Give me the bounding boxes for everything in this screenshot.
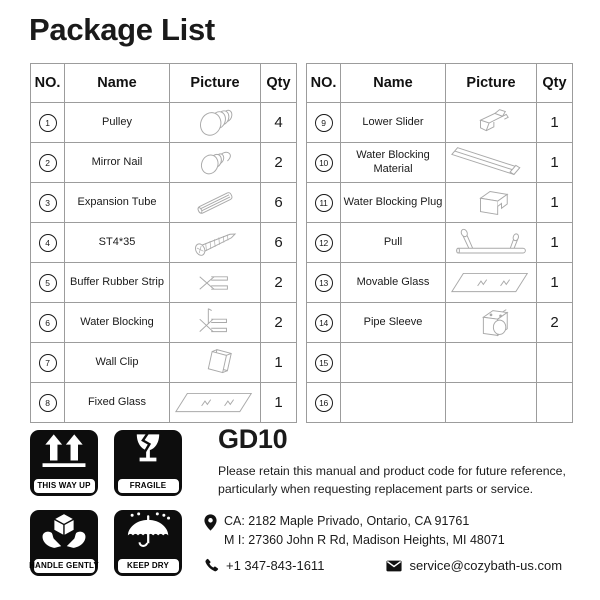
product-code: GD10 — [218, 424, 288, 454]
this-way-up-icon — [36, 432, 92, 474]
row-qty: 1 — [537, 143, 573, 183]
table-row — [31, 223, 297, 263]
row-number: 6 — [31, 303, 65, 343]
shipping-badge-keep-dry — [114, 510, 182, 576]
column-header: NO. — [307, 64, 341, 103]
address-ca: CA: 2182 Maple Privado, Ontario, CA 91761 — [224, 514, 470, 528]
phone-item — [204, 558, 324, 573]
row-qty: 6 — [261, 223, 297, 263]
row-number: 9 — [307, 103, 341, 143]
table-row — [31, 383, 297, 423]
table-row — [307, 343, 573, 383]
row-qty: 1 — [537, 183, 573, 223]
row-qty: 1 — [537, 223, 573, 263]
row-qty: 2 — [537, 303, 573, 343]
table-header-row — [31, 64, 297, 103]
row-name: Water Blocking Material — [341, 143, 446, 183]
phone-icon — [204, 558, 219, 573]
column-header: Name — [65, 64, 170, 103]
row-qty: 2 — [261, 143, 297, 183]
row-name: ST4*35 — [65, 223, 170, 263]
mirror-nail-icon — [170, 143, 261, 183]
keep-dry-icon — [120, 512, 176, 554]
row-name — [341, 383, 446, 423]
movable-glass-icon — [446, 263, 537, 303]
email-item — [386, 558, 562, 573]
row-name: Mirror Nail — [65, 143, 170, 183]
table-row — [31, 143, 297, 183]
table-row — [31, 343, 297, 383]
pipe-sleeve-icon — [446, 303, 537, 343]
table-row — [307, 143, 573, 183]
table-row — [31, 303, 297, 343]
email-icon — [386, 560, 402, 572]
row-number: 2 — [31, 143, 65, 183]
address-block — [204, 512, 505, 551]
row-qty: 1 — [261, 383, 297, 423]
table-header-row — [307, 64, 573, 103]
address-mi: M I: 27360 John R Rd, Madison Heights, MI 48071 — [224, 533, 505, 548]
row-name: Water Blocking — [65, 303, 170, 343]
row-qty: 1 — [261, 343, 297, 383]
row-number: 12 — [307, 223, 341, 263]
badge-label: HANDLE GENTLY — [33, 558, 96, 574]
wall-clip-icon — [170, 343, 261, 383]
row-qty: 1 — [537, 263, 573, 303]
page-title: Package List — [29, 12, 215, 47]
contact-row — [204, 558, 594, 573]
table-row — [31, 263, 297, 303]
row-number: 1 — [31, 103, 65, 143]
row-number: 13 — [307, 263, 341, 303]
row-qty: 6 — [261, 183, 297, 223]
screw-icon — [170, 223, 261, 263]
email-address: service@cozybath-us.com — [409, 558, 563, 573]
column-header: Qty — [261, 64, 297, 103]
row-name: Lower Slider — [341, 103, 446, 143]
row-qty: 1 — [537, 103, 573, 143]
badge-label: FRAGILE — [117, 478, 180, 494]
empty-picture — [446, 383, 537, 423]
row-number: 8 — [31, 383, 65, 423]
water-blocking-material-icon — [446, 143, 537, 183]
shipping-badge-handle-gently — [30, 510, 98, 576]
column-header: Qty — [537, 64, 573, 103]
phone-number: +1 347-843-1611 — [226, 558, 325, 573]
row-number: 16 — [307, 383, 341, 423]
retain-manual-note: Please retain this manual and product code for future reference, particularly when requesting replacement parts or service. — [218, 464, 566, 497]
table-row — [307, 183, 573, 223]
row-name — [341, 343, 446, 383]
table-row — [307, 223, 573, 263]
row-number: 10 — [307, 143, 341, 183]
buffer-rubber-strip-icon — [170, 263, 261, 303]
row-name: Pull — [341, 223, 446, 263]
package-table-right — [306, 63, 573, 423]
location-pin-icon — [204, 514, 217, 551]
pull-handle-icon — [446, 223, 537, 263]
expansion-tube-icon — [170, 183, 261, 223]
badge-label: THIS WAY UP — [33, 478, 96, 494]
shipping-badges — [30, 430, 182, 576]
shipping-badge-this-way-up — [30, 430, 98, 496]
column-header: Picture — [170, 64, 261, 103]
row-qty — [537, 383, 573, 423]
table-row — [307, 103, 573, 143]
column-header: Picture — [446, 64, 537, 103]
row-number: 4 — [31, 223, 65, 263]
row-name: Fixed Glass — [65, 383, 170, 423]
row-qty — [537, 343, 573, 383]
row-name: Pipe Sleeve — [341, 303, 446, 343]
row-qty: 2 — [261, 263, 297, 303]
row-name: Wall Clip — [65, 343, 170, 383]
empty-picture — [446, 343, 537, 383]
row-number: 7 — [31, 343, 65, 383]
table-row — [307, 383, 573, 423]
row-name: Buffer Rubber Strip — [65, 263, 170, 303]
badge-label: KEEP DRY — [117, 558, 180, 574]
handle-gently-icon — [36, 512, 92, 554]
row-qty: 2 — [261, 303, 297, 343]
fixed-glass-icon — [170, 383, 261, 423]
lower-slider-icon — [446, 103, 537, 143]
row-number: 15 — [307, 343, 341, 383]
water-blocking-strip-icon — [170, 303, 261, 343]
package-tables — [30, 63, 573, 423]
column-header: Name — [341, 64, 446, 103]
row-number: 14 — [307, 303, 341, 343]
row-name: Expansion Tube — [65, 183, 170, 223]
row-number: 5 — [31, 263, 65, 303]
table-row — [307, 303, 573, 343]
row-name: Water Blocking Plug — [341, 183, 446, 223]
package-table-left — [30, 63, 297, 423]
row-number: 3 — [31, 183, 65, 223]
table-row — [31, 103, 297, 143]
table-row — [307, 263, 573, 303]
row-name: Movable Glass — [341, 263, 446, 303]
row-number: 11 — [307, 183, 341, 223]
row-qty: 4 — [261, 103, 297, 143]
water-blocking-plug-icon — [446, 183, 537, 223]
row-name: Pulley — [65, 103, 170, 143]
pulley-icon — [170, 103, 261, 143]
fragile-icon — [120, 432, 176, 474]
table-row — [31, 183, 297, 223]
column-header: NO. — [31, 64, 65, 103]
shipping-badge-fragile — [114, 430, 182, 496]
